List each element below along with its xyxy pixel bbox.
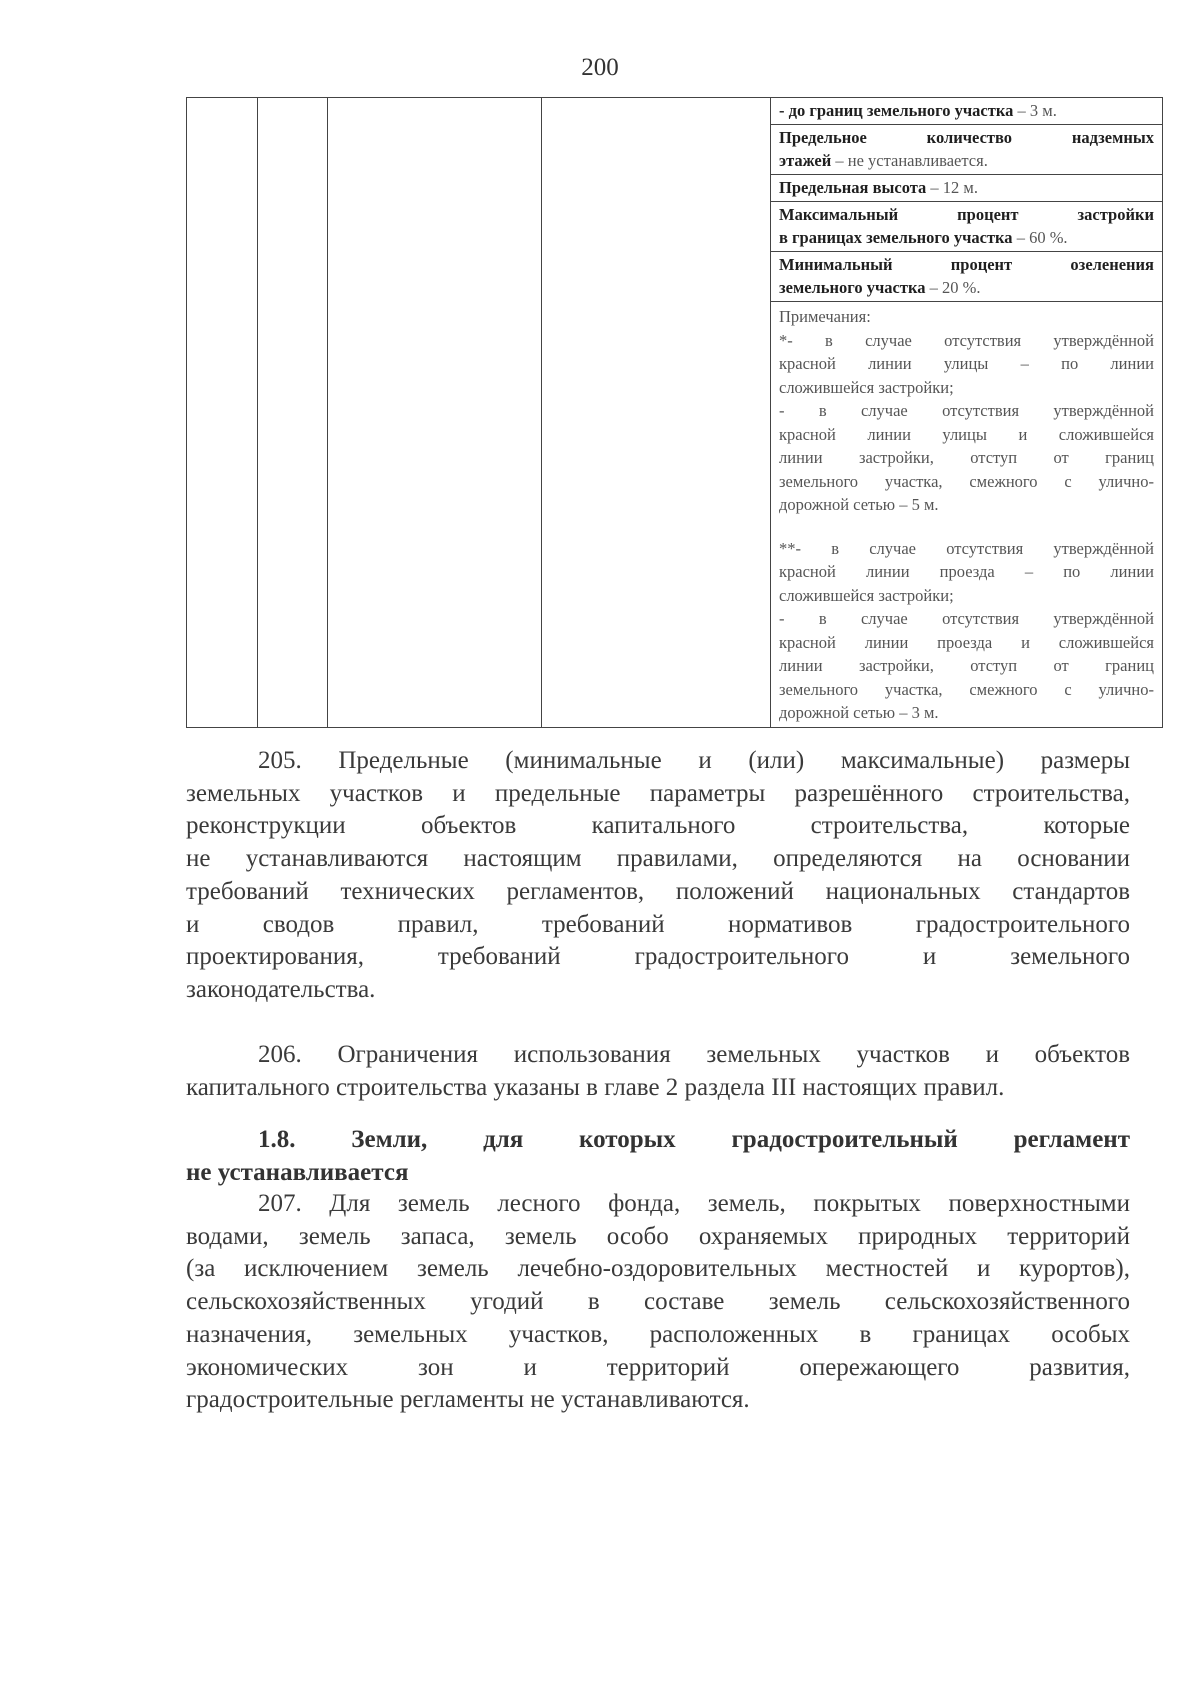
note-line: земельного участка, смежного с улично- bbox=[779, 679, 1154, 699]
parameter-row bbox=[771, 98, 1162, 125]
note-line: - в случае отсутствия утверждённой bbox=[779, 609, 1154, 628]
table-cell-empty-2 bbox=[258, 98, 328, 728]
parameter-line bbox=[779, 226, 1154, 249]
notes-group-2 bbox=[779, 537, 1154, 725]
text-line: 1.8. Земли, для которых градостроительный регламент bbox=[258, 1126, 1130, 1153]
parameter-row bbox=[771, 202, 1162, 252]
table-row bbox=[187, 98, 1163, 728]
text-line: (за исключением земель лечебно-оздоровительных местностей и курортов), bbox=[186, 1255, 1130, 1283]
regulation-table bbox=[186, 97, 1163, 728]
parameter-label: земельного участка bbox=[779, 278, 926, 297]
note-line: сложившейся застройки; bbox=[779, 585, 954, 605]
text-line: сельскохозяйственных угодий в составе земель сельскохозяйственного bbox=[186, 1288, 1130, 1316]
parameter-row bbox=[771, 125, 1162, 175]
parameter-line bbox=[779, 149, 1154, 172]
note-line: - в случае отсутствия утверждённой bbox=[779, 401, 1154, 420]
note-line: сложившейся застройки; bbox=[779, 377, 954, 397]
note-line: красной линии проезда – по линии bbox=[779, 562, 1154, 581]
text-line: назначения, земельных участков, расположенных в границах особых bbox=[186, 1320, 1130, 1348]
parameter-row bbox=[771, 175, 1162, 202]
parameter-line bbox=[779, 253, 1154, 276]
text-line: не устанавливаются настоящим правилами, определяются на основании bbox=[186, 845, 1130, 873]
note-line: земельного участка, смежного с улично- bbox=[779, 471, 1154, 491]
parameter-value: – 20 %. bbox=[925, 278, 981, 297]
parameter-value: – 3 м. bbox=[1013, 101, 1057, 120]
notes-group-1 bbox=[779, 329, 1154, 517]
text-line: проектирования, требований градостроительного и земельного bbox=[186, 943, 1130, 971]
text-line: не устанавливается bbox=[186, 1158, 409, 1186]
parameter-label: этажей bbox=[779, 151, 832, 170]
text-line: капитального строительства указаны в главе 2 раздела III настоящих правил. bbox=[186, 1073, 1005, 1101]
notes-title: Примечания: bbox=[779, 307, 871, 326]
table-cell-empty-4 bbox=[542, 98, 771, 728]
parameter-label: Предельное количество надземных bbox=[779, 128, 1154, 147]
text-line: 206. Ограничения использования земельных участков и объектов bbox=[258, 1041, 1130, 1068]
note-line: красной линии улицы и сложившейся bbox=[779, 424, 1154, 444]
parameter-label: в границах земельного участка bbox=[779, 228, 1013, 247]
parameters-cell bbox=[771, 98, 1163, 728]
paragraph-205 bbox=[186, 745, 1130, 1007]
note-line: линии застройки, отступ от границ bbox=[779, 448, 1154, 467]
text-line: 207. Для земель лесного фонда, земель, покрытых поверхностными bbox=[258, 1190, 1130, 1217]
page-number: 200 bbox=[581, 54, 619, 81]
parameter-label: Предельная высота bbox=[779, 178, 927, 197]
parameters-list bbox=[771, 98, 1162, 302]
table-cell-empty-3 bbox=[328, 98, 542, 728]
parameter-label: - до границ земельного участка bbox=[779, 101, 1014, 120]
parameter-line bbox=[779, 276, 1154, 299]
text-line: водами, земель запаса, земель особо охраняемых природных территорий bbox=[186, 1222, 1130, 1250]
table-cell-empty-1 bbox=[187, 98, 258, 728]
section-heading bbox=[186, 1124, 1130, 1189]
text-line: экономических зон и территорий опережающего развития, bbox=[186, 1353, 1130, 1381]
parameter-label: Максимальный процент застройки bbox=[779, 205, 1154, 224]
parameter-line bbox=[779, 176, 1154, 199]
note-line: **- в случае отсутствия утверждённой bbox=[779, 538, 1154, 558]
text-line: реконструкции объектов капитального строительства, которые bbox=[186, 812, 1130, 840]
note-line: красной линии улицы – по линии bbox=[779, 354, 1154, 373]
parameter-label: Минимальный процент озеленения bbox=[779, 255, 1154, 274]
note-line: красной линии проезда и сложившейся bbox=[779, 632, 1154, 652]
text-line: требований технических регламентов, положений национальных стандартов bbox=[186, 877, 1130, 905]
paragraph-207 bbox=[186, 1188, 1130, 1417]
note-line: *- в случае отсутствия утверждённой bbox=[779, 330, 1154, 350]
parameter-line bbox=[779, 126, 1154, 149]
parameter-line bbox=[779, 99, 1154, 122]
text-line: градостроительные регламенты не устанавливаются. bbox=[186, 1386, 750, 1414]
paragraph-206 bbox=[186, 1039, 1130, 1104]
parameter-value: – не устанавливается. bbox=[831, 151, 988, 170]
parameter-line bbox=[779, 203, 1154, 226]
note-line: линии застройки, отступ от границ bbox=[779, 656, 1154, 675]
text-line: и сводов правил, требований нормативов градостроительного bbox=[186, 910, 1130, 938]
note-line: дорожной сетью – 5 м. bbox=[779, 495, 939, 514]
text-line: земельных участков и предельные параметры разрешённого строительства, bbox=[186, 779, 1130, 807]
note-line: дорожной сетью – 3 м. bbox=[779, 703, 939, 722]
notes-block bbox=[771, 302, 1162, 727]
parameter-value: – 60 %. bbox=[1012, 228, 1068, 247]
parameter-value: – 12 м. bbox=[926, 178, 978, 197]
text-line: законодательства. bbox=[186, 975, 376, 1003]
text-line: 205. Предельные (минимальные и (или) максимальные) размеры bbox=[258, 747, 1130, 774]
parameter-row bbox=[771, 252, 1162, 302]
